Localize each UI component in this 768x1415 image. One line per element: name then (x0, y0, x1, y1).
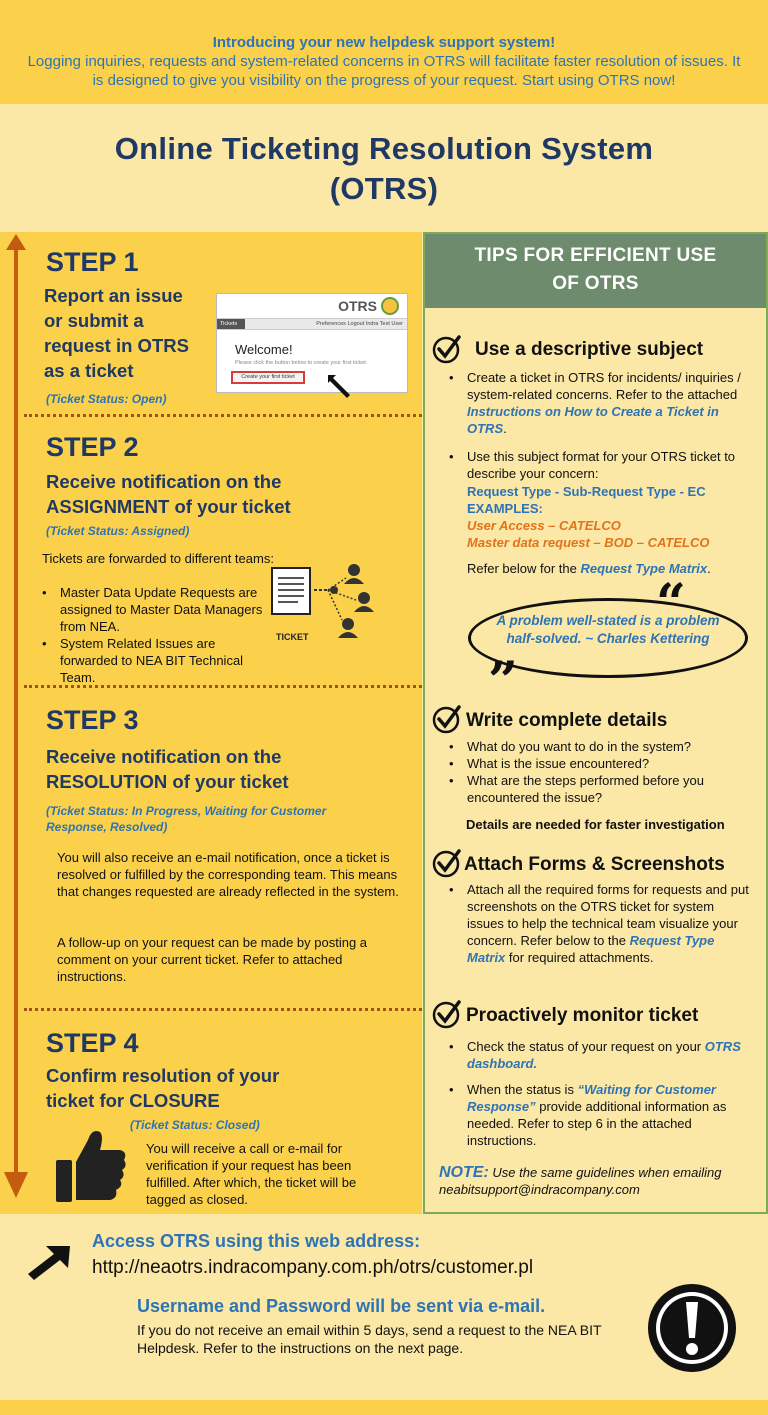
tip4-b2-end: provide additional information as needed. Refer to step 6 in the attached instructions. (467, 1099, 727, 1148)
open-quote-icon: ” (488, 651, 518, 712)
note-block (439, 1164, 759, 1198)
timeline-arrow-line (14, 247, 18, 1177)
step1-subtitle-line: request in OTRS (44, 335, 189, 356)
step2-subtitle-line: ASSIGNMENT of your ticket (46, 496, 291, 517)
instructions-reference: Instructions on How to Create a Ticket in OTRS (467, 404, 719, 436)
step2-label: STEP 2 (46, 432, 139, 462)
otrs-screenshot-mock (216, 293, 408, 393)
page-title-line2: (OTRS) (329, 171, 439, 206)
mock-tab: Tickets (217, 319, 245, 329)
credentials-text: If you do not receive an email within 5 days, send a request to the NEA BIT Helpdesk. Refer to the instructions on the next page. (137, 1322, 602, 1356)
tip4-b2-text: When the status is (467, 1082, 578, 1097)
pointer-arrow-icon (326, 373, 352, 399)
timeline-arrow-up-icon (6, 234, 26, 250)
examples-label: EXAMPLES: (467, 501, 543, 516)
step1-label: STEP 1 (46, 247, 139, 277)
step4-subtitle (46, 1063, 416, 1113)
tip1-title: Use a descriptive subject (475, 339, 704, 360)
step3-subtitle (46, 744, 416, 794)
refer-end: . (707, 561, 711, 576)
list-item: • What is the issue encountered? (449, 755, 754, 772)
status-reference: “Waiting for Customer Response” (467, 1082, 716, 1114)
step3-subtitle-line: RESOLUTION of your ticket (46, 771, 289, 792)
step2-status: (Ticket Status: Assigned) (46, 524, 190, 538)
mock-hint: Please click the button below to create your first ticket. (235, 360, 368, 366)
title-area (0, 104, 768, 232)
checkmark-icon (432, 999, 462, 1029)
step3-label: STEP 3 (46, 705, 139, 735)
bottom-strip (0, 1400, 768, 1415)
step-divider (24, 414, 422, 417)
tips-heading-line: TIPS FOR EFFICIENT USE (474, 245, 717, 266)
step3-status: (Ticket Status: In Progress, Waiting for Customer Response, Resolved) (46, 804, 327, 834)
checkmark-icon (432, 848, 462, 878)
subject-format-block (467, 483, 757, 577)
mock-welcome: Welcome! (235, 342, 293, 357)
step1-subtitle-line: Report an issue (44, 285, 183, 306)
tip1-bullets (449, 369, 754, 482)
list-item (449, 881, 749, 966)
step3-para2: A follow-up on your request can be made by posting a comment on your current ticket. Refer to attached instructions. (57, 935, 368, 984)
checkmark-icon (432, 704, 462, 734)
step2-bullets (42, 584, 264, 686)
list-item (449, 369, 754, 437)
list-item (449, 448, 754, 482)
step1-subtitle-line: as a ticket (44, 360, 134, 381)
tip4-bullets (449, 1038, 754, 1149)
ticket-label: TICKET (276, 632, 309, 642)
step4-status: (Ticket Status: Closed) (130, 1118, 260, 1132)
pointer-arrow-icon (24, 1240, 74, 1280)
tip4-b1-text: Check the status of your request on your (467, 1039, 705, 1054)
step3-subtitle-line: Receive notification on the (46, 746, 282, 767)
exclamation-icon (646, 1282, 738, 1374)
checkmark-icon (432, 334, 462, 364)
access-heading: Access OTRS using this web address: (92, 1231, 421, 1251)
otrs-dashboard-reference: OTRS dashboard. (467, 1039, 741, 1071)
step-divider (24, 1008, 422, 1011)
timeline-arrow-down-icon (4, 1172, 28, 1198)
tip3-title: Attach Forms & Screenshots (464, 854, 725, 875)
subject-format: Request Type - Sub-Request Type - EC (467, 484, 706, 499)
tip1-b2-text: Use this subject format for your OTRS ticket to describe your concern: (467, 449, 736, 481)
tip1-b1-end: . (503, 421, 507, 436)
close-quote-icon: “ (656, 573, 686, 634)
mock-create-ticket-button: Create your first ticket (231, 371, 305, 384)
tips-heading (425, 234, 766, 308)
tip2-note: Details are needed for faster investigation (466, 817, 725, 832)
step2-intro: Tickets are forwarded to different teams: (42, 551, 274, 566)
banner-headline: Introducing your new helpdesk support system! (212, 34, 556, 51)
tip3-text-end: for required attachments. (505, 950, 654, 965)
step2-subtitle-line: Receive notification on the (46, 471, 282, 492)
tip2-title: Write complete details (466, 710, 668, 731)
request-matrix-reference: Request Type Matrix (580, 561, 708, 576)
mock-logo: OTRS (338, 298, 377, 314)
step1-subtitle-line: or submit a (44, 310, 144, 331)
quote-text: A problem well-stated is a problem half-solved. ~ Charles Kettering (496, 613, 720, 646)
tip4-title: Proactively monitor ticket (466, 1005, 699, 1026)
list-item (449, 1081, 754, 1149)
step4-label: STEP 4 (46, 1028, 139, 1058)
tip3-text: Attach all the required forms for requests and put screenshots on the OTRS ticket for system issues to help the technical team visualize your concern. Refer below to the (467, 882, 749, 948)
tip3-bullets (449, 881, 749, 966)
refer-text: Refer below for the (467, 561, 581, 576)
list-item: • Master Data Update Requests are assigned to Master Data Managers from NEA. (42, 584, 264, 635)
list-item: • What are the steps performed before you encountered the issue? (449, 772, 754, 806)
tip1-b1-text: Create a ticket in OTRS for incidents/ inquiries / system-related concerns. Refer to the attached (467, 370, 741, 402)
example-2: Master data request – BOD – CATELCO (467, 535, 710, 550)
step1-subtitle (44, 283, 214, 383)
note-label: NOTE: (439, 1164, 489, 1181)
list-item: • System Related Issues are forwarded to NEA BIT Technical Team. (42, 635, 264, 686)
step2-subtitle (46, 469, 416, 519)
tips-heading-line: OF OTRS (552, 273, 639, 294)
step4-subtitle-line: Confirm resolution of your (46, 1065, 280, 1086)
otrs-logo-icon (381, 297, 399, 315)
banner-body: Logging inquiries, requests and system-related concerns in OTRS will facilitate faster resolution of issues. It is designed to give you visibility on the progress of your request. Start using OTRS now! (27, 53, 741, 89)
list-item (449, 1038, 754, 1072)
step3-para1: You will also receive an e-mail notification, once a ticket is resolved or fulfilled by the corresponding team. This means that changes requested are already reflected in the system. (57, 850, 399, 899)
page-title-line1: Online Ticketing Resolution System (114, 131, 654, 166)
intro-banner (0, 0, 768, 104)
request-matrix-refer (467, 560, 757, 577)
credentials-heading: Username and Password will be sent via e-mail. (137, 1296, 546, 1316)
tip2-bullets (449, 738, 754, 806)
list-item: • What do you want to do in the system? (449, 738, 754, 755)
note-text: Use the same guidelines when emailing neabitsupport@indracompany.com (439, 1165, 722, 1197)
request-matrix-reference: Request Type Matrix (467, 933, 715, 965)
step-divider (24, 685, 422, 688)
step1-status: (Ticket Status: Open) (46, 392, 167, 406)
otrs-url-link[interactable]: http://neaotrs.indracompany.com.ph/otrs/customer.pl (92, 1257, 534, 1278)
page-title (0, 104, 768, 209)
thumbs-up-icon (54, 1126, 128, 1204)
step4-para: You will receive a call or e-mail for verification if your request has been fulfilled. After which, the ticket will be tagged as closed. (146, 1141, 357, 1207)
mock-nav: Preferences Logout Indra Test User (316, 321, 403, 327)
mock-nav-bar (217, 318, 407, 330)
step4-subtitle-line: ticket for CLOSURE (46, 1090, 220, 1111)
example-1: User Access – CATELCO (467, 518, 621, 533)
